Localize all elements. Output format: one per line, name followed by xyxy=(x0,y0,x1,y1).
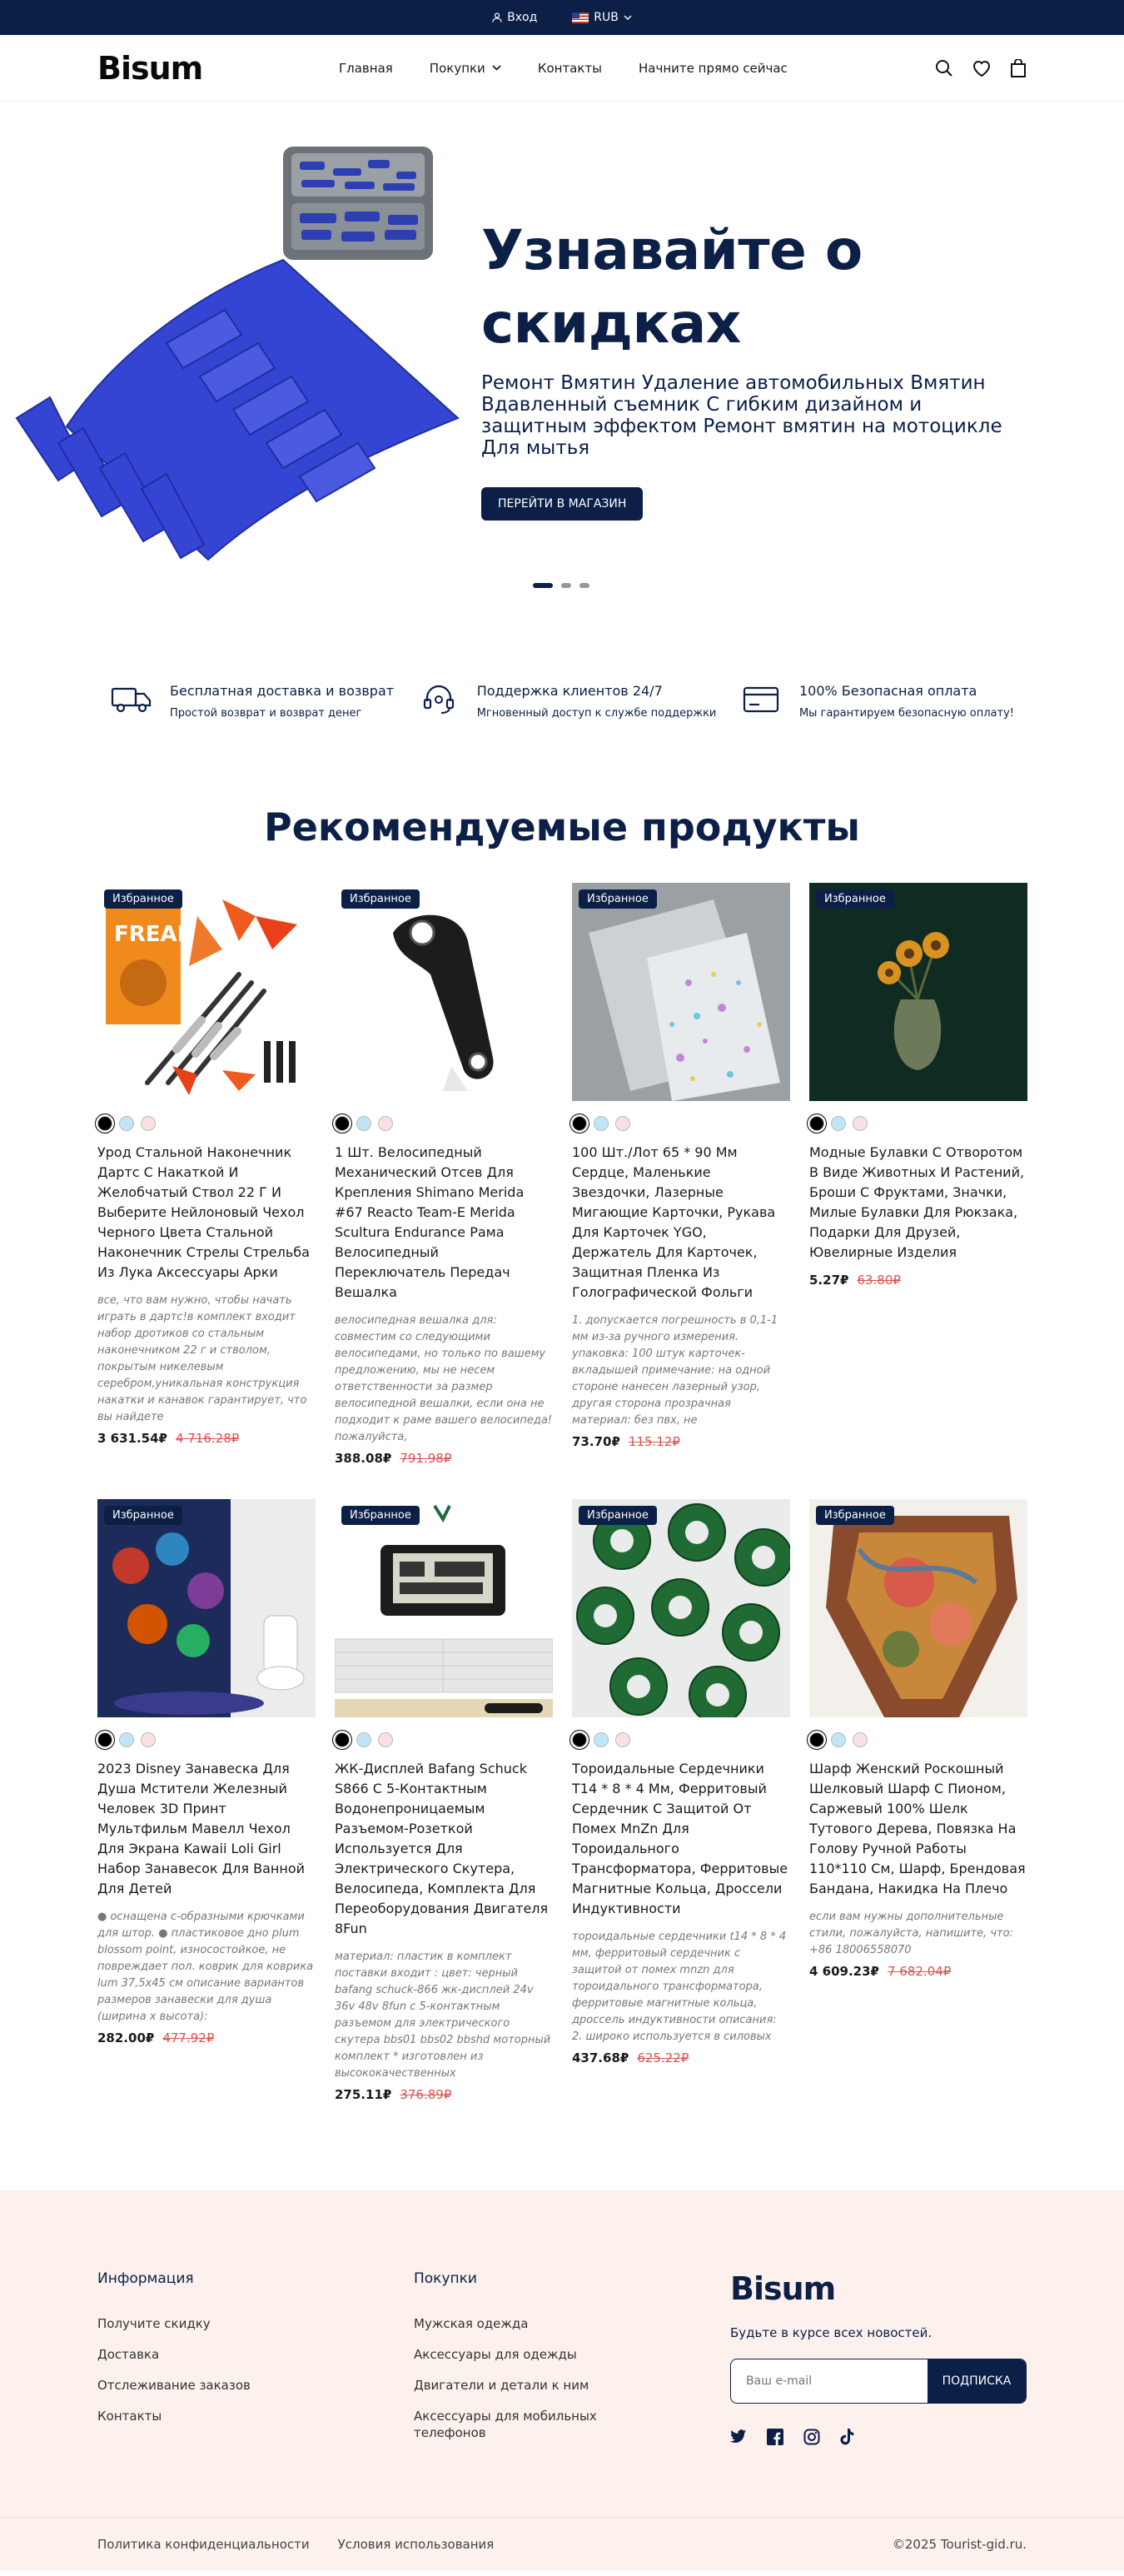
shower-curtain-image xyxy=(97,1499,316,1717)
product-card[interactable] xyxy=(335,883,553,1466)
product-card[interactable] xyxy=(572,883,790,1466)
featured-badge: Избранное xyxy=(579,1506,657,1525)
slider-dot-3[interactable] xyxy=(579,583,589,588)
product-old-price: 376.89₽ xyxy=(400,2087,452,2102)
swatch-blue[interactable] xyxy=(831,1116,846,1131)
login-label: Вход xyxy=(507,11,538,24)
product-prices xyxy=(97,1431,316,1446)
hero-title: Узнавайте о скидках xyxy=(481,218,863,356)
swatch-pink[interactable] xyxy=(853,1732,868,1747)
feature-payment xyxy=(739,683,1014,720)
product-name[interactable]: Модные Булавки С Отворотом В Виде Животных И Растений, Броши С Фруктами, Значки, Милые Булавки Для Рюкзака, Подарки Для Друзей, Ювелирные Изделия xyxy=(809,1144,1025,1260)
product-image[interactable] xyxy=(572,883,790,1101)
swatch-blue[interactable] xyxy=(356,1732,371,1747)
lcd-display-image xyxy=(335,1499,553,1717)
product-price: 4 609.23₽ xyxy=(809,1964,879,1979)
color-swatches xyxy=(335,1116,553,1131)
featured-badge: Избранное xyxy=(341,889,420,909)
login-link[interactable] xyxy=(492,11,537,24)
product-price: 3 631.54₽ xyxy=(97,1431,167,1446)
product-image[interactable] xyxy=(97,883,316,1101)
facebook-icon[interactable] xyxy=(767,2429,783,2445)
color-swatches xyxy=(572,1116,790,1131)
product-price: 388.08₽ xyxy=(335,1451,392,1466)
color-swatches xyxy=(572,1732,790,1747)
swatch-black[interactable] xyxy=(335,1732,350,1747)
product-description: если вам нужны дополнительные стили, пожалуйста, напишите, что: +86 18006558070 xyxy=(809,1911,1013,1956)
card-sleeves-image xyxy=(572,883,790,1101)
feature-desc: Мгновенный доступ к службе поддержки xyxy=(476,707,717,720)
hero-slider xyxy=(0,102,1124,618)
swatch-blue[interactable] xyxy=(356,1116,371,1131)
feature-title: 100% Безопасная оплата xyxy=(798,683,977,699)
silk-scarf-image xyxy=(809,1499,1027,1717)
product-prices xyxy=(97,2030,316,2045)
footer-link-clothing-accessories[interactable]: Аксессуары для одежды xyxy=(414,2347,577,2362)
product-price: 275.11₽ xyxy=(335,2087,392,2102)
main-nav xyxy=(339,61,935,76)
slider-dot-2[interactable] xyxy=(561,583,571,588)
footer-newsletter-column xyxy=(730,2270,1027,2455)
product-card[interactable] xyxy=(809,1499,1027,2102)
user-icon xyxy=(492,12,502,22)
site-footer xyxy=(0,2190,1124,2570)
product-name[interactable]: 100 Шт./Лот 65 * 90 Мм Сердце, Маленькие Звездочки, Лазерные Мигающие Карточки, Рукава Для Карточек YGO, Держатель Для Карточек, Защитная Пленка Из Голографической Фольги xyxy=(572,1144,776,1300)
swatch-blue[interactable] xyxy=(119,1116,134,1131)
color-swatches xyxy=(97,1116,316,1131)
swatch-blue[interactable] xyxy=(594,1732,609,1747)
product-image[interactable] xyxy=(572,1499,790,1717)
swatch-black[interactable] xyxy=(572,1732,587,1747)
product-prices xyxy=(572,1434,790,1449)
footer-link-tracking[interactable]: Отслеживание заказов xyxy=(97,2378,251,2393)
product-description: тороидальные сердечники t14 * 8 * 4 мм, ферритовый сердечник с защитой от помех mnzn для тороидального трансформатора, ферритовые магнитные кольца, дроссель индуктивности описания: 2. широко используется в силовых xyxy=(572,1931,787,2043)
color-swatches xyxy=(809,1732,1027,1747)
nav-item-contacts[interactable]: Контакты xyxy=(537,60,603,76)
product-price: 5.27₽ xyxy=(809,1273,849,1288)
product-image[interactable] xyxy=(335,883,553,1101)
swatch-black[interactable] xyxy=(335,1116,350,1131)
color-swatches xyxy=(809,1116,1027,1131)
footer-link-contacts[interactable]: Контакты xyxy=(97,2409,162,2424)
swatch-black[interactable] xyxy=(809,1116,824,1131)
tiktok-icon[interactable] xyxy=(840,2429,855,2445)
feature-desc: Простой возврат и возврат денег xyxy=(170,707,362,720)
product-price: 282.00₽ xyxy=(97,2030,155,2045)
product-name[interactable]: 1 Шт. Велосипедный Механический Отсев Для Крепления Shimano Merida #67 Reacto Team-E Merida Scultura Endurance Рама Велосипедный Переключатель Передач Вешалка xyxy=(335,1144,525,1300)
site-logo[interactable]: Bisum xyxy=(97,49,203,87)
darts-image xyxy=(97,883,316,1101)
footer-shop-column xyxy=(414,2270,730,2455)
product-old-price: 63.80₽ xyxy=(857,1273,901,1288)
cart-bag-icon[interactable] xyxy=(1010,59,1027,77)
footer-info-title: Информация xyxy=(97,2270,194,2287)
footer-link-discount[interactable]: Получите скидку xyxy=(97,2316,211,2331)
product-name[interactable]: Урод Стальной Наконечник Дартс С Накаткой И Желобчатый Ствол 22 Г И Выберите Нейлоновый Чехол Черного Цвета Стальной Наконечник Стрелы Стрельба Из Лука Аксессуары Арки xyxy=(97,1144,310,1280)
nav-item-get-started[interactable]: Начните прямо сейчас xyxy=(639,60,788,76)
featured-badge: Избранное xyxy=(816,889,894,909)
swatch-pink[interactable] xyxy=(615,1116,630,1131)
currency-label: RUB xyxy=(594,11,619,24)
bike-hanger-image xyxy=(335,883,553,1101)
heart-icon[interactable] xyxy=(972,59,992,77)
featured-badge: Избранное xyxy=(104,889,182,909)
product-grid xyxy=(0,883,1124,2102)
footer-shop-title: Покупки xyxy=(414,2270,477,2287)
color-swatches xyxy=(97,1732,316,1747)
product-image[interactable] xyxy=(335,1499,553,1717)
swatch-pink[interactable] xyxy=(141,1116,156,1131)
swatch-pink[interactable] xyxy=(378,1732,393,1747)
feature-title: Поддержка клиентов 24/7 xyxy=(476,683,663,699)
product-name[interactable]: ЖК-Дисплей Bafang Schuck S866 С 5-Контактным Водонепроницаемым Разъемом-Розеткой Используется Для Электрического Скутера, Велосипеда, Комплекта Для Переоборудования Двигателя 8Fun xyxy=(335,1761,549,1936)
product-description: 1. допускается погрешность в 0,1-1 мм из-за ручного измерения. упаковка: 100 штук карточек-вкладышей примечание: на одной стороне нанесен лазерный узор, другая сторона прозрачная материал: без пвх, не xyxy=(572,1314,778,1427)
color-swatches xyxy=(335,1732,553,1747)
credit-card-icon xyxy=(743,686,779,713)
product-image[interactable] xyxy=(809,883,1027,1101)
product-image[interactable] xyxy=(97,1499,316,1717)
hero-product-image xyxy=(8,143,475,576)
product-card[interactable] xyxy=(97,1499,316,2102)
footer-link-engines[interactable]: Двигатели и детали к ним xyxy=(414,2378,589,2393)
email-input[interactable] xyxy=(731,2359,928,2403)
instagram-icon[interactable] xyxy=(803,2429,820,2445)
subscribe-button[interactable]: ПОДПИСКА xyxy=(928,2359,1026,2403)
product-name[interactable]: Тороидальные Сердечники T14 * 8 * 4 Мм, Ферритовый Сердечник С Защитой От Помех MnZn Для Тороидального Трансформатора, Ферритовые Магнитные Кольца, Дроссели Индуктивности xyxy=(572,1761,788,1916)
product-prices xyxy=(809,1964,1027,1979)
swatch-black[interactable] xyxy=(572,1116,587,1131)
footer-bottom-bar xyxy=(0,2517,1124,2570)
product-old-price: 115.12₽ xyxy=(628,1434,680,1449)
privacy-policy-link[interactable]: Политика конфиденциальности xyxy=(97,2536,310,2552)
brooch-image xyxy=(809,883,1027,1101)
chevron-down-icon xyxy=(492,65,501,71)
shop-now-button[interactable]: ПЕРЕЙТИ В МАГАЗИН xyxy=(481,487,643,521)
footer-link-delivery[interactable]: Доставка xyxy=(97,2347,160,2362)
product-prices xyxy=(809,1273,1027,1288)
us-flag-icon xyxy=(572,12,589,23)
product-prices xyxy=(572,2050,790,2065)
slider-dots xyxy=(533,583,589,588)
product-price: 437.68₽ xyxy=(572,2050,629,2065)
chevron-down-icon xyxy=(624,15,632,20)
svg-text:FREAK: FREAK xyxy=(114,922,194,947)
featured-badge: Избранное xyxy=(816,1506,894,1525)
swatch-pink[interactable] xyxy=(141,1732,156,1747)
product-old-price: 625.22₽ xyxy=(637,2050,689,2065)
nav-item-home[interactable]: Главная xyxy=(339,60,393,76)
footer-logo[interactable]: Bisum xyxy=(730,2270,836,2307)
featured-badge: Избранное xyxy=(341,1506,420,1525)
product-old-price: 4 716.28₽ xyxy=(175,1431,240,1446)
product-description: ● оснащена с-образными крючками для штор. ● пластиковое дно plum blossom point, износостойкое, не повреждает пол. коврик для коврика lum 37,5x45 см описание вариантов размеров занавески для душа (ширина x высота): xyxy=(97,1911,314,2023)
currency-selector[interactable] xyxy=(572,11,632,24)
product-old-price: 477.92₽ xyxy=(162,2030,215,2045)
nav-item-shop-label: Покупки xyxy=(429,60,485,76)
swatch-black[interactable] xyxy=(809,1732,824,1747)
product-card[interactable] xyxy=(809,883,1027,1466)
swatch-blue[interactable] xyxy=(594,1116,609,1131)
product-description: велосипедная вешалка для: совместим со следующими велосипедами, но только по вашему предложению, мы не несем ответственности за размер велосипедной вешалки, если она не подходит к раме вашего велосипеда!пожалуйста, xyxy=(335,1314,552,1443)
swatch-pink[interactable] xyxy=(378,1116,393,1131)
product-name[interactable]: 2023 Disney Занавеска Для Душа Мстители Железный Человек 3D Принт Мультфильм Мавелл Чехол Для Экрана Kawaii Loli Girl Набор Занавесок Для Ванной Для Детей xyxy=(97,1761,305,1896)
feature-shipping xyxy=(110,683,394,720)
ferrite-cores-image xyxy=(572,1499,790,1717)
featured-badge: Избранное xyxy=(104,1506,182,1525)
swatch-blue[interactable] xyxy=(119,1732,134,1747)
nav-item-shop[interactable] xyxy=(430,61,501,76)
hero-subtitle: Ремонт Вмятин Удаление автомобильных Вмятин Вдавленный съемник С гибким дизайном и защитным эффектом Ремонт вмятин на мотоцикле Для мытья xyxy=(481,372,1002,459)
social-links xyxy=(730,2429,1027,2445)
support-headset-icon xyxy=(422,685,455,715)
product-price: 73.70₽ xyxy=(572,1434,620,1449)
features-strip xyxy=(0,618,1124,785)
featured-products-title: Рекомендуемые продукты xyxy=(264,805,860,850)
product-card[interactable] xyxy=(572,1499,790,2102)
feature-desc: Мы гарантируем безопасную оплату! xyxy=(798,707,1014,720)
search-icon[interactable] xyxy=(935,59,953,77)
swatch-pink[interactable] xyxy=(615,1732,630,1747)
swatch-blue[interactable] xyxy=(831,1732,846,1747)
product-description: материал: пластик в комплект поставки входит : цвет: черный bafang schuck-866 жк-дисплей 24v 36v 48v 8fun с 5-контактным разъемом для электрического скутера bbs01 bbs02 bbshd моторный комплект * изготовлен из высококачественных xyxy=(335,1951,551,2080)
newsletter-form xyxy=(730,2359,1027,2404)
footer-link-phone-accessories[interactable]: Аксессуары для мобильных телефонов xyxy=(414,2409,597,2440)
product-old-price: 7 682.04₽ xyxy=(887,1964,952,1979)
swatch-black[interactable] xyxy=(97,1732,112,1747)
copyright: ©2025 Tourist-gid.ru. xyxy=(892,2536,1027,2552)
featured-badge: Избранное xyxy=(579,889,657,909)
product-old-price: 791.98₽ xyxy=(400,1451,452,1466)
product-description: все, что вам нужно, чтобы начать играть в дартс!в комплект входит набор дротиков со стальным наконечником 22 г и стволом, покрытым никелевым серебром,уникальная конструкция накатки и канавок гарантирует, что вы найдете xyxy=(97,1294,307,1423)
footer-info-column xyxy=(97,2270,414,2455)
hero-content xyxy=(481,214,1014,521)
product-prices xyxy=(335,2087,553,2102)
terms-link[interactable]: Условия использования xyxy=(337,2536,495,2552)
twitter-icon[interactable] xyxy=(730,2429,747,2444)
feature-support xyxy=(417,683,717,720)
product-card[interactable] xyxy=(97,883,316,1466)
swatch-pink[interactable] xyxy=(853,1116,868,1131)
footer-link-mens-clothing[interactable]: Мужская одежда xyxy=(414,2316,529,2331)
newsletter-text: Будьте в курсе всех новостей. xyxy=(730,2325,933,2340)
feature-title: Бесплатная доставка и возврат xyxy=(170,683,395,699)
top-bar xyxy=(0,0,1124,35)
product-prices xyxy=(335,1451,553,1466)
truck-icon xyxy=(111,685,152,714)
product-image[interactable] xyxy=(809,1499,1027,1717)
header-actions xyxy=(935,59,1027,77)
product-name[interactable]: Шарф Женский Роскошный Шелковый Шарф С Пионом, Саржевый 100% Шелк Тутового Дерева, Повязка На Голову Ручной Работы 110*110 См, Шарф, Брендовая Бандана, Накидка На Плечо xyxy=(809,1761,1026,1896)
swatch-black[interactable] xyxy=(97,1116,112,1131)
site-header xyxy=(0,35,1124,102)
product-card[interactable] xyxy=(335,1499,553,2102)
slider-dot-1[interactable] xyxy=(533,583,553,588)
